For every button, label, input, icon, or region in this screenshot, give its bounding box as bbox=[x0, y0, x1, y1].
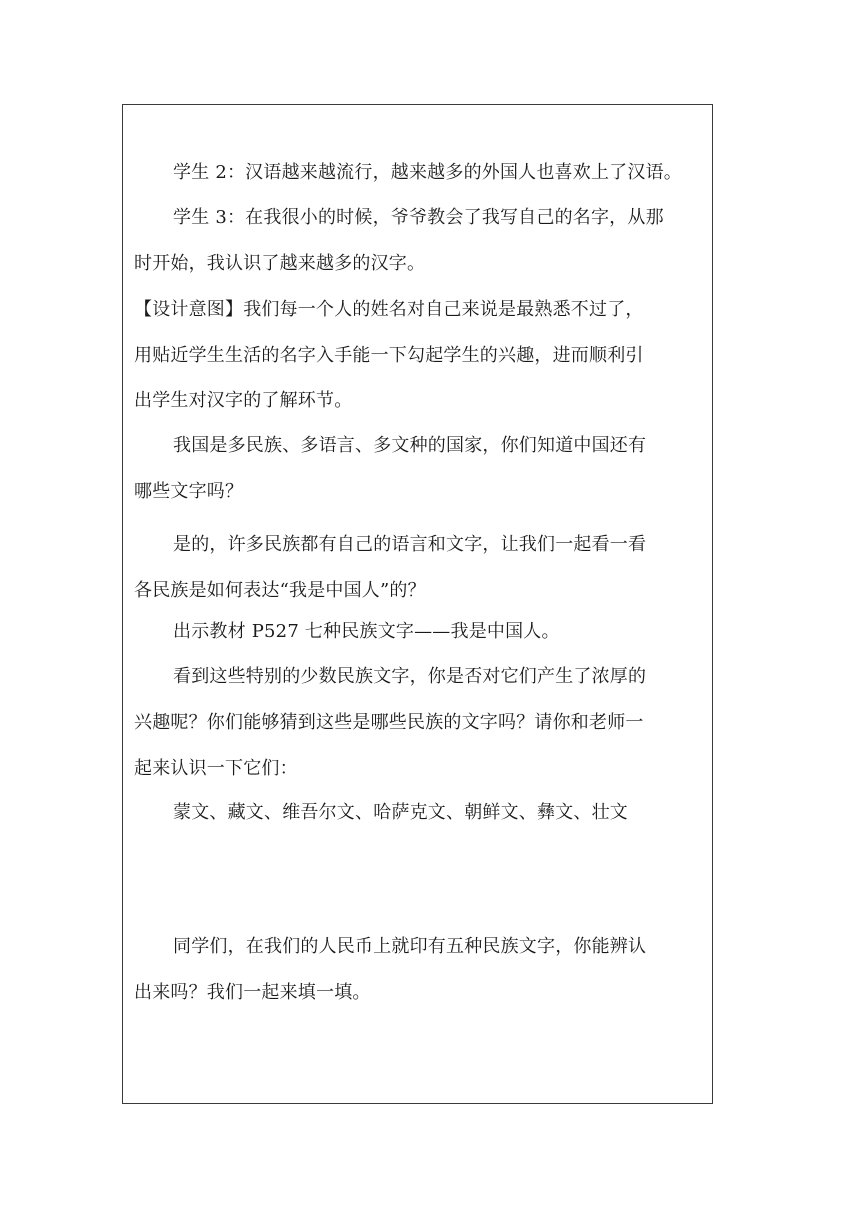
paragraph-minority-scripts-line-3: 起来认识一下它们： bbox=[134, 758, 298, 779]
paragraph-student3-line-2: 时开始，我认识了越来越多的汉字。 bbox=[134, 253, 426, 274]
paragraph-student3-line-1: 学生 3：在我很小的时候，爷爷教会了我写自己的名字，从那 bbox=[173, 207, 664, 228]
design-intent-line-2: 用贴近学生生活的名字入手能一下勾起学生的兴趣，进而顺利引 bbox=[134, 345, 644, 366]
paragraph-minority-scripts-line-2: 兴趣呢？你们能够猜到这些是哪些民族的文字吗？请你和老师一 bbox=[134, 712, 644, 733]
paragraph-languages-line-2: 哪些文字吗？ bbox=[134, 481, 244, 502]
design-intent-line-3: 出学生对汉字的了解环节。 bbox=[134, 390, 353, 411]
script-list: 蒙文、藏文、维吾尔文、哈萨克文、朝鲜文、彝文、壮文 bbox=[173, 802, 628, 823]
paragraph-rmb-line-2: 出来吗？我们一起来填一填。 bbox=[134, 982, 371, 1003]
paragraph-rmb-line-1: 同学们，在我们的人民币上就印有五种民族文字，你能辨认 bbox=[173, 936, 647, 957]
paragraph-student2-line-1: 学生 2：汉语越来越流行，越来越多的外国人也喜欢上了汉语。 bbox=[173, 162, 682, 183]
paragraph-textbook: 出示教材 P527 七种民族文字——我是中国人。 bbox=[173, 621, 560, 642]
paragraph-minority-scripts-line-1: 看到这些特别的少数民族文字，你是否对它们产生了浓厚的 bbox=[173, 666, 647, 687]
paragraph-ethnic-line-2: 各民族是如何表达“我是中国人”的？ bbox=[134, 580, 426, 601]
paragraph-languages-line-1: 我国是多民族、多语言、多文种的国家，你们知道中国还有 bbox=[173, 435, 647, 456]
lesson-table-cell bbox=[122, 104, 713, 1104]
design-intent-line-1: 【设计意图】我们每一个人的姓名对自己来说是最熟悉不过了， bbox=[134, 299, 644, 320]
paragraph-ethnic-line-1: 是的，许多民族都有自己的语言和文字，让我们一起看一看 bbox=[173, 534, 647, 555]
